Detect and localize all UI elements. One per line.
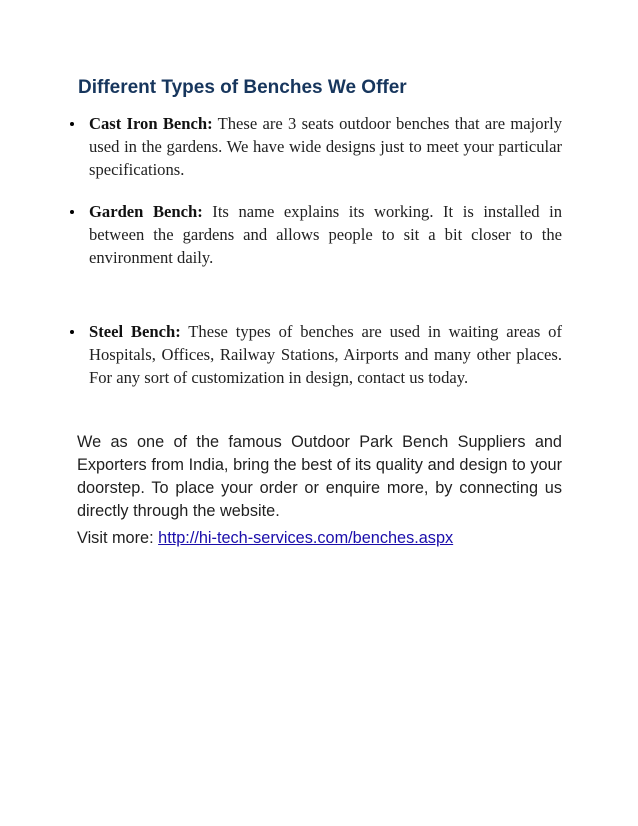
bullet-text	[89, 320, 562, 389]
bullet-description: These are 3 seats outdoor benches that are majorly used in the gardens. We have wide designs just to meet your particular specifications.	[89, 114, 562, 179]
bullet-description: These types of benches are used in waiting areas of Hospitals, Offices, Railway Stations, Airports and many other places. For any sort of customization in design, contact us today.	[89, 322, 562, 387]
bullet-text	[89, 112, 562, 181]
section-heading: Different Types of Benches We Offer	[78, 77, 407, 98]
bullet-icon	[70, 330, 74, 334]
benches-link[interactable]: http://hi-tech-services.com/benches.aspx	[158, 529, 454, 547]
bullet-text	[89, 200, 562, 269]
bullet-description: Its name explains its working. It is installed in between the gardens and allows people to sit a bit closer to the environment daily.	[89, 202, 563, 267]
visit-label: Visit more:	[77, 529, 154, 547]
bullet-term: Garden Bench:	[89, 202, 203, 221]
company-paragraph: We as one of the famous Outdoor Park Bench Suppliers and Exporters from India, bring the best of its quality and design to your doorstep. To place your order or enquire more, by connecting us directly through the website.	[77, 433, 562, 520]
bullet-term: Cast Iron Bench:	[89, 114, 213, 133]
bullet-icon	[70, 210, 74, 214]
visit-line	[77, 527, 453, 550]
bullet-term: Steel Bench:	[89, 322, 181, 341]
bullet-icon	[70, 122, 74, 126]
